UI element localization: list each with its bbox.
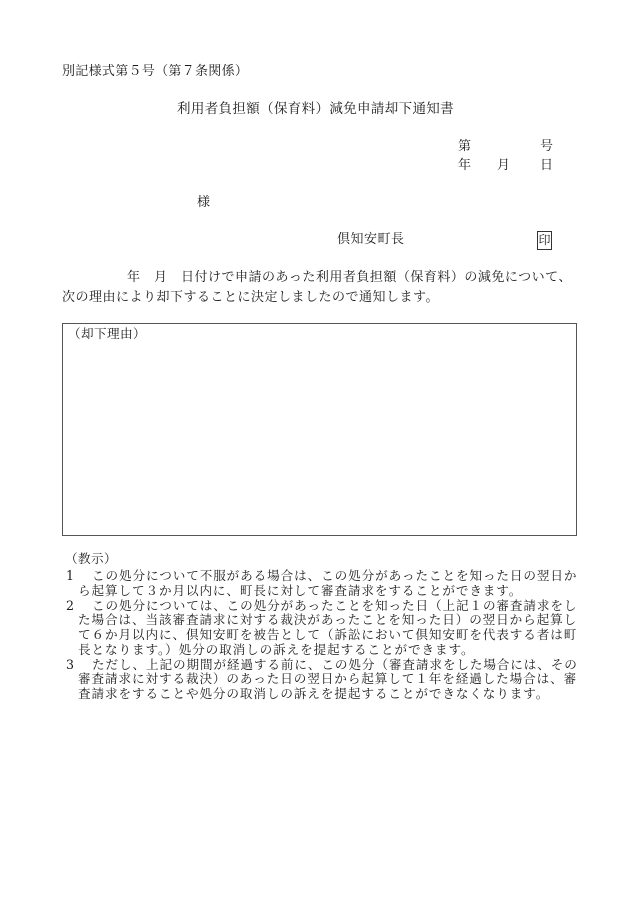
date-day-label: 日	[540, 158, 554, 173]
instruction-line: 審査請求に対する裁決）のあった日の翌日から起算して１年を経過した場合は、審	[78, 671, 578, 687]
date-year-label: 年	[458, 158, 472, 173]
instruction-line: ただし、上記の期間が経過する前に、この処分（審査請求をした場合には、その	[92, 656, 578, 672]
body-line: 次の理由により却下することに決定しましたので通知します。	[62, 290, 439, 305]
instruction-item	[66, 599, 586, 658]
instruction-number: 1	[66, 568, 75, 583]
instruction-line: この処分については、この処分があったことを知った日（上記１の審査請求をし	[92, 597, 578, 613]
instruction-item	[66, 569, 586, 599]
instruction-line: 査請求をすることや処分の取消しの訴えを提起することができなくなります。	[78, 686, 550, 701]
document-number-suffix: 号	[540, 139, 554, 154]
date-month-label: 月	[497, 158, 511, 173]
instruction-line: 長となります。）処分の取消しの訴えを提起することができます。	[78, 641, 475, 657]
instruction-heading: （教示）	[65, 551, 117, 566]
instruction-line: この処分について不服がある場合は、この処分があったことを知った日の翌日か	[92, 568, 578, 583]
document-title: 利用者負担額（保育料）減免申請却下通知書	[177, 101, 454, 117]
instruction-list	[66, 569, 586, 702]
document-number-prefix: 第	[458, 139, 472, 154]
instruction-item	[66, 658, 586, 702]
seal-box: 印	[537, 231, 552, 250]
addressee-honorific: 様	[197, 195, 211, 210]
instruction-number: 2	[66, 597, 75, 613]
issuer-name: 倶知安町長	[337, 232, 405, 247]
form-label: 別記様式第５号（第７条関係）	[62, 64, 249, 79]
body-line: 年 月 日付けで申請のあった利用者負担額（保育料）の減免について、	[127, 270, 572, 285]
instruction-number: 3	[66, 656, 75, 672]
instruction-line: た場合は、当該審査請求に対する裁決があったことを知った日）の翌日から起算し	[78, 612, 578, 628]
instruction-line: て６か月以内に、倶知安町を被告として（訴訟において倶知安町を代表する者は町	[78, 627, 578, 642]
rejection-reason-box	[62, 323, 577, 536]
instruction-line: ら起算して３か月以内に、町長に対して審査請求をすることができます。	[78, 582, 523, 598]
rejection-reason-label: （却下理由）	[68, 326, 146, 341]
